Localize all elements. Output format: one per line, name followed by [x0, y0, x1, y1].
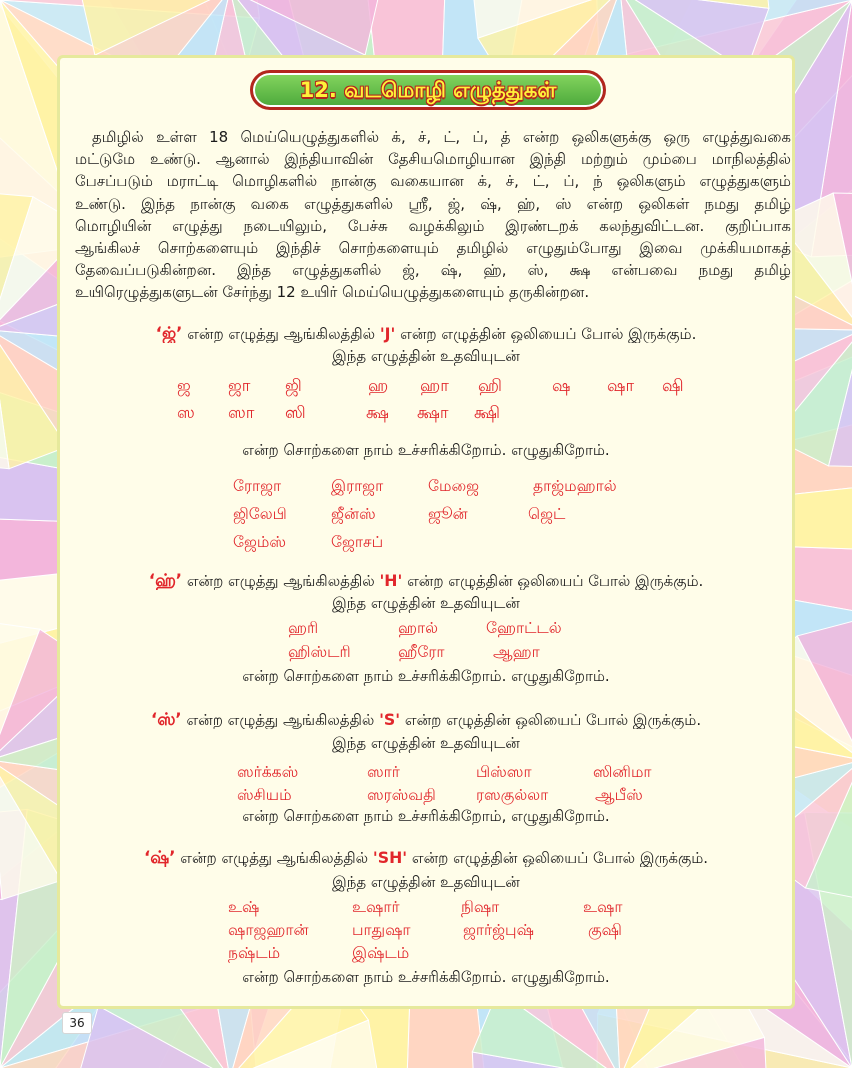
- section-sa-heading-end: என்ற எழுத்தின் ஒலியைப் போல் இருக்கும்.: [404, 711, 702, 729]
- section-sha-subline: இந்த எழுத்தின் உதவியுடன்: [332, 873, 520, 891]
- intro-line: பேசப்படும் மராட்டி மொழிகளில் நான்கு வகையான க், ச், ட், ப், ந் ஒலிகளும் எழுத்துகளும்: [75, 172, 791, 191]
- example-word: தாஜ்மஹால்: [533, 477, 617, 495]
- section-sha-heading-text: என்ற எழுத்து ஆங்கிலத்தில்: [180, 849, 369, 867]
- example-word: பாதுஷா: [352, 921, 411, 939]
- intro-line: தமிழில் உள்ள 18 மெய்யெழுத்துகளில் க், ச், ட், ப், த் என்ற ஒலிகளுக்கு ஒரு எழுத்துவகை: [92, 128, 791, 146]
- chapter-title: 12. வடமொழி எழுத்துகள்: [299, 78, 557, 102]
- letter-cell: ஷி: [662, 376, 684, 395]
- example-word: உஷார்: [352, 898, 400, 916]
- content-panel: [60, 58, 792, 1006]
- section-ha-heading: [78, 571, 774, 590]
- example-word: மேஜை: [428, 477, 480, 495]
- section-ja-heading-text: என்ற எழுத்து ஆங்கிலத்தில்: [187, 325, 376, 343]
- section-sa-heading: [78, 710, 774, 729]
- section-ja-closing: என்ற சொற்களை நாம் உச்சரிக்கிறோம். எழுதுகிறோம்.: [242, 441, 610, 459]
- letter-cell: க்ஷி: [474, 403, 501, 422]
- section-sha-letter: ‘ஷ்’: [143, 848, 176, 867]
- example-word: ஸார்: [367, 763, 400, 781]
- example-word: ஜார்ஜ்புஷ்: [463, 921, 534, 939]
- example-word: ஜூன்: [428, 505, 468, 523]
- example-word: உஷா: [583, 898, 623, 916]
- example-word: ஜோசப்: [331, 533, 384, 551]
- section-ja-letter: ‘ஜ்’: [155, 324, 183, 343]
- example-word: நஷ்டம்: [228, 944, 281, 962]
- example-word: பிஸ்ஸா: [476, 763, 532, 781]
- intro-line: உண்டு. இந்த நான்கு வகை எழுத்துகளில் ஸ்ரீ, ஜ், ஷ், ஹ், ஸ் என்ற ஒலிகள் நமது தமிழ்: [75, 194, 791, 213]
- example-word: ஆபீஸ்: [595, 786, 643, 804]
- section-ja-heading-end: என்ற எழுத்தின் ஒலியைப் போல் இருக்கும்.: [400, 325, 697, 343]
- letter-cell: ஜ: [177, 376, 191, 395]
- example-word: இராஜா: [331, 477, 384, 495]
- intro-line: மொழியின் எழுத்து நடையிலும், பேச்சு வழக்கிலும் இரண்டறக் கலந்துவிட்டன. குறிப்பாக: [75, 216, 791, 235]
- letter-cell: க்ஷ: [366, 403, 389, 422]
- example-word: உஷ்: [228, 898, 260, 916]
- example-word: ரஸகுல்லா: [476, 786, 549, 804]
- example-word: குஷி: [588, 921, 622, 939]
- example-word: ஆஹா: [493, 643, 540, 661]
- section-sa-english-letter: 'S': [379, 710, 401, 729]
- section-ha-heading-end: என்ற எழுத்தின் ஒலியைப் போல் இருக்கும்.: [407, 572, 704, 590]
- example-word: ஜேம்ஸ்: [233, 533, 287, 551]
- section-sa-subline: இந்த எழுத்தின் உதவியுடன்: [332, 734, 520, 752]
- letter-cell: ஜி: [285, 376, 302, 395]
- example-word: ஸர்க்கஸ்: [237, 763, 299, 781]
- page-number: 36: [62, 1012, 92, 1034]
- example-word: இஷ்டம்: [352, 944, 410, 962]
- example-word: ஹரி: [288, 619, 319, 637]
- section-sha-heading-end: என்ற எழுத்தின் ஒலியைப் போல் இருக்கும்.: [411, 849, 709, 867]
- section-sa-letter: ‘ஸ்’: [150, 710, 182, 729]
- section-ja-subline: இந்த எழுத்தின் உதவியுடன்: [332, 347, 520, 365]
- intro-line: மட்டுமே உண்டு. ஆனால் இந்தியாவின் தேசியமொழியான இந்தி மற்றும் மும்பை மாநிலத்தில்: [75, 150, 791, 169]
- section-sha-english-letter: 'SH': [372, 848, 408, 867]
- letter-cell: ஷா: [607, 376, 635, 395]
- letter-cell: க்ஷா: [417, 403, 449, 422]
- intro-line: ஆங்கிலச் சொற்களையும் இந்திச் சொற்களையும் தமிழில் எழுதும்போது இவை முக்கியமாகத்: [75, 238, 791, 257]
- example-word: ஜீன்ஸ்: [331, 505, 376, 523]
- example-word: ஸினிமா: [593, 763, 652, 781]
- example-word: ஹால்: [398, 619, 438, 637]
- section-ha-english-letter: 'H': [379, 571, 403, 590]
- letter-cell: ஹ: [368, 376, 389, 395]
- intro-line: உயிரெழுத்துகளுடன் சேர்ந்து 12 உயிர் மெய்யெழுத்துகளையும் தருகின்றன.: [75, 283, 590, 302]
- example-word: ஸரஸ்வதி: [367, 786, 436, 804]
- section-sa-heading-text: என்ற எழுத்து ஆங்கிலத்தில்: [186, 711, 375, 729]
- section-ha-closing: என்ற சொற்களை நாம் உச்சரிக்கிறோம். எழுதுகிறோம்.: [242, 667, 610, 685]
- example-word: ஹோட்டல்: [486, 619, 562, 637]
- letter-cell: ஷ: [552, 376, 571, 395]
- section-sha-closing: என்ற சொற்களை நாம் உச்சரிக்கிறோம். எழுதுகிறோம்.: [242, 968, 610, 986]
- example-word: ஸ்சியம்: [237, 786, 292, 804]
- section-sha-heading: [78, 848, 774, 867]
- example-word: ஷாஜஹான்: [228, 921, 309, 939]
- example-word: ஜெட்: [528, 505, 566, 523]
- section-ha-subline: இந்த எழுத்தின் உதவியுடன்: [332, 594, 520, 612]
- example-word: நிஷா: [461, 898, 500, 916]
- example-word: ஹிஸ்டரி: [288, 643, 351, 661]
- letter-cell: ஸா: [228, 403, 255, 422]
- section-ha-heading-text: என்ற எழுத்து ஆங்கிலத்தில்: [186, 572, 375, 590]
- section-sa-closing: என்ற சொற்களை நாம் உச்சரிக்கிறோம், எழுதுகிறோம்.: [242, 807, 610, 825]
- letter-cell: ஹி: [478, 376, 502, 395]
- example-word: ரோஜா: [233, 477, 282, 495]
- intro-line: தேவைப்படுகின்றன. இந்த எழுத்துகளில் ஜ், ஷ், ஹ், ஸ், க்ஷ என்பவை நமது தமிழ்: [75, 261, 791, 280]
- letter-cell: ஸி: [285, 403, 306, 422]
- example-word: ஜிலேபி: [233, 505, 287, 523]
- letter-cell: ஹா: [420, 376, 449, 395]
- letter-cell: ஸ: [177, 403, 195, 422]
- section-ja-heading: [78, 324, 774, 343]
- section-ha-letter: ‘ஹ்’: [148, 571, 183, 590]
- intro-paragraph: [75, 126, 791, 304]
- example-word: ஹீரோ: [398, 643, 445, 661]
- letter-cell: ஜா: [228, 376, 251, 395]
- section-ja-english-letter: 'J': [379, 324, 396, 343]
- chapter-title-banner: [250, 70, 606, 110]
